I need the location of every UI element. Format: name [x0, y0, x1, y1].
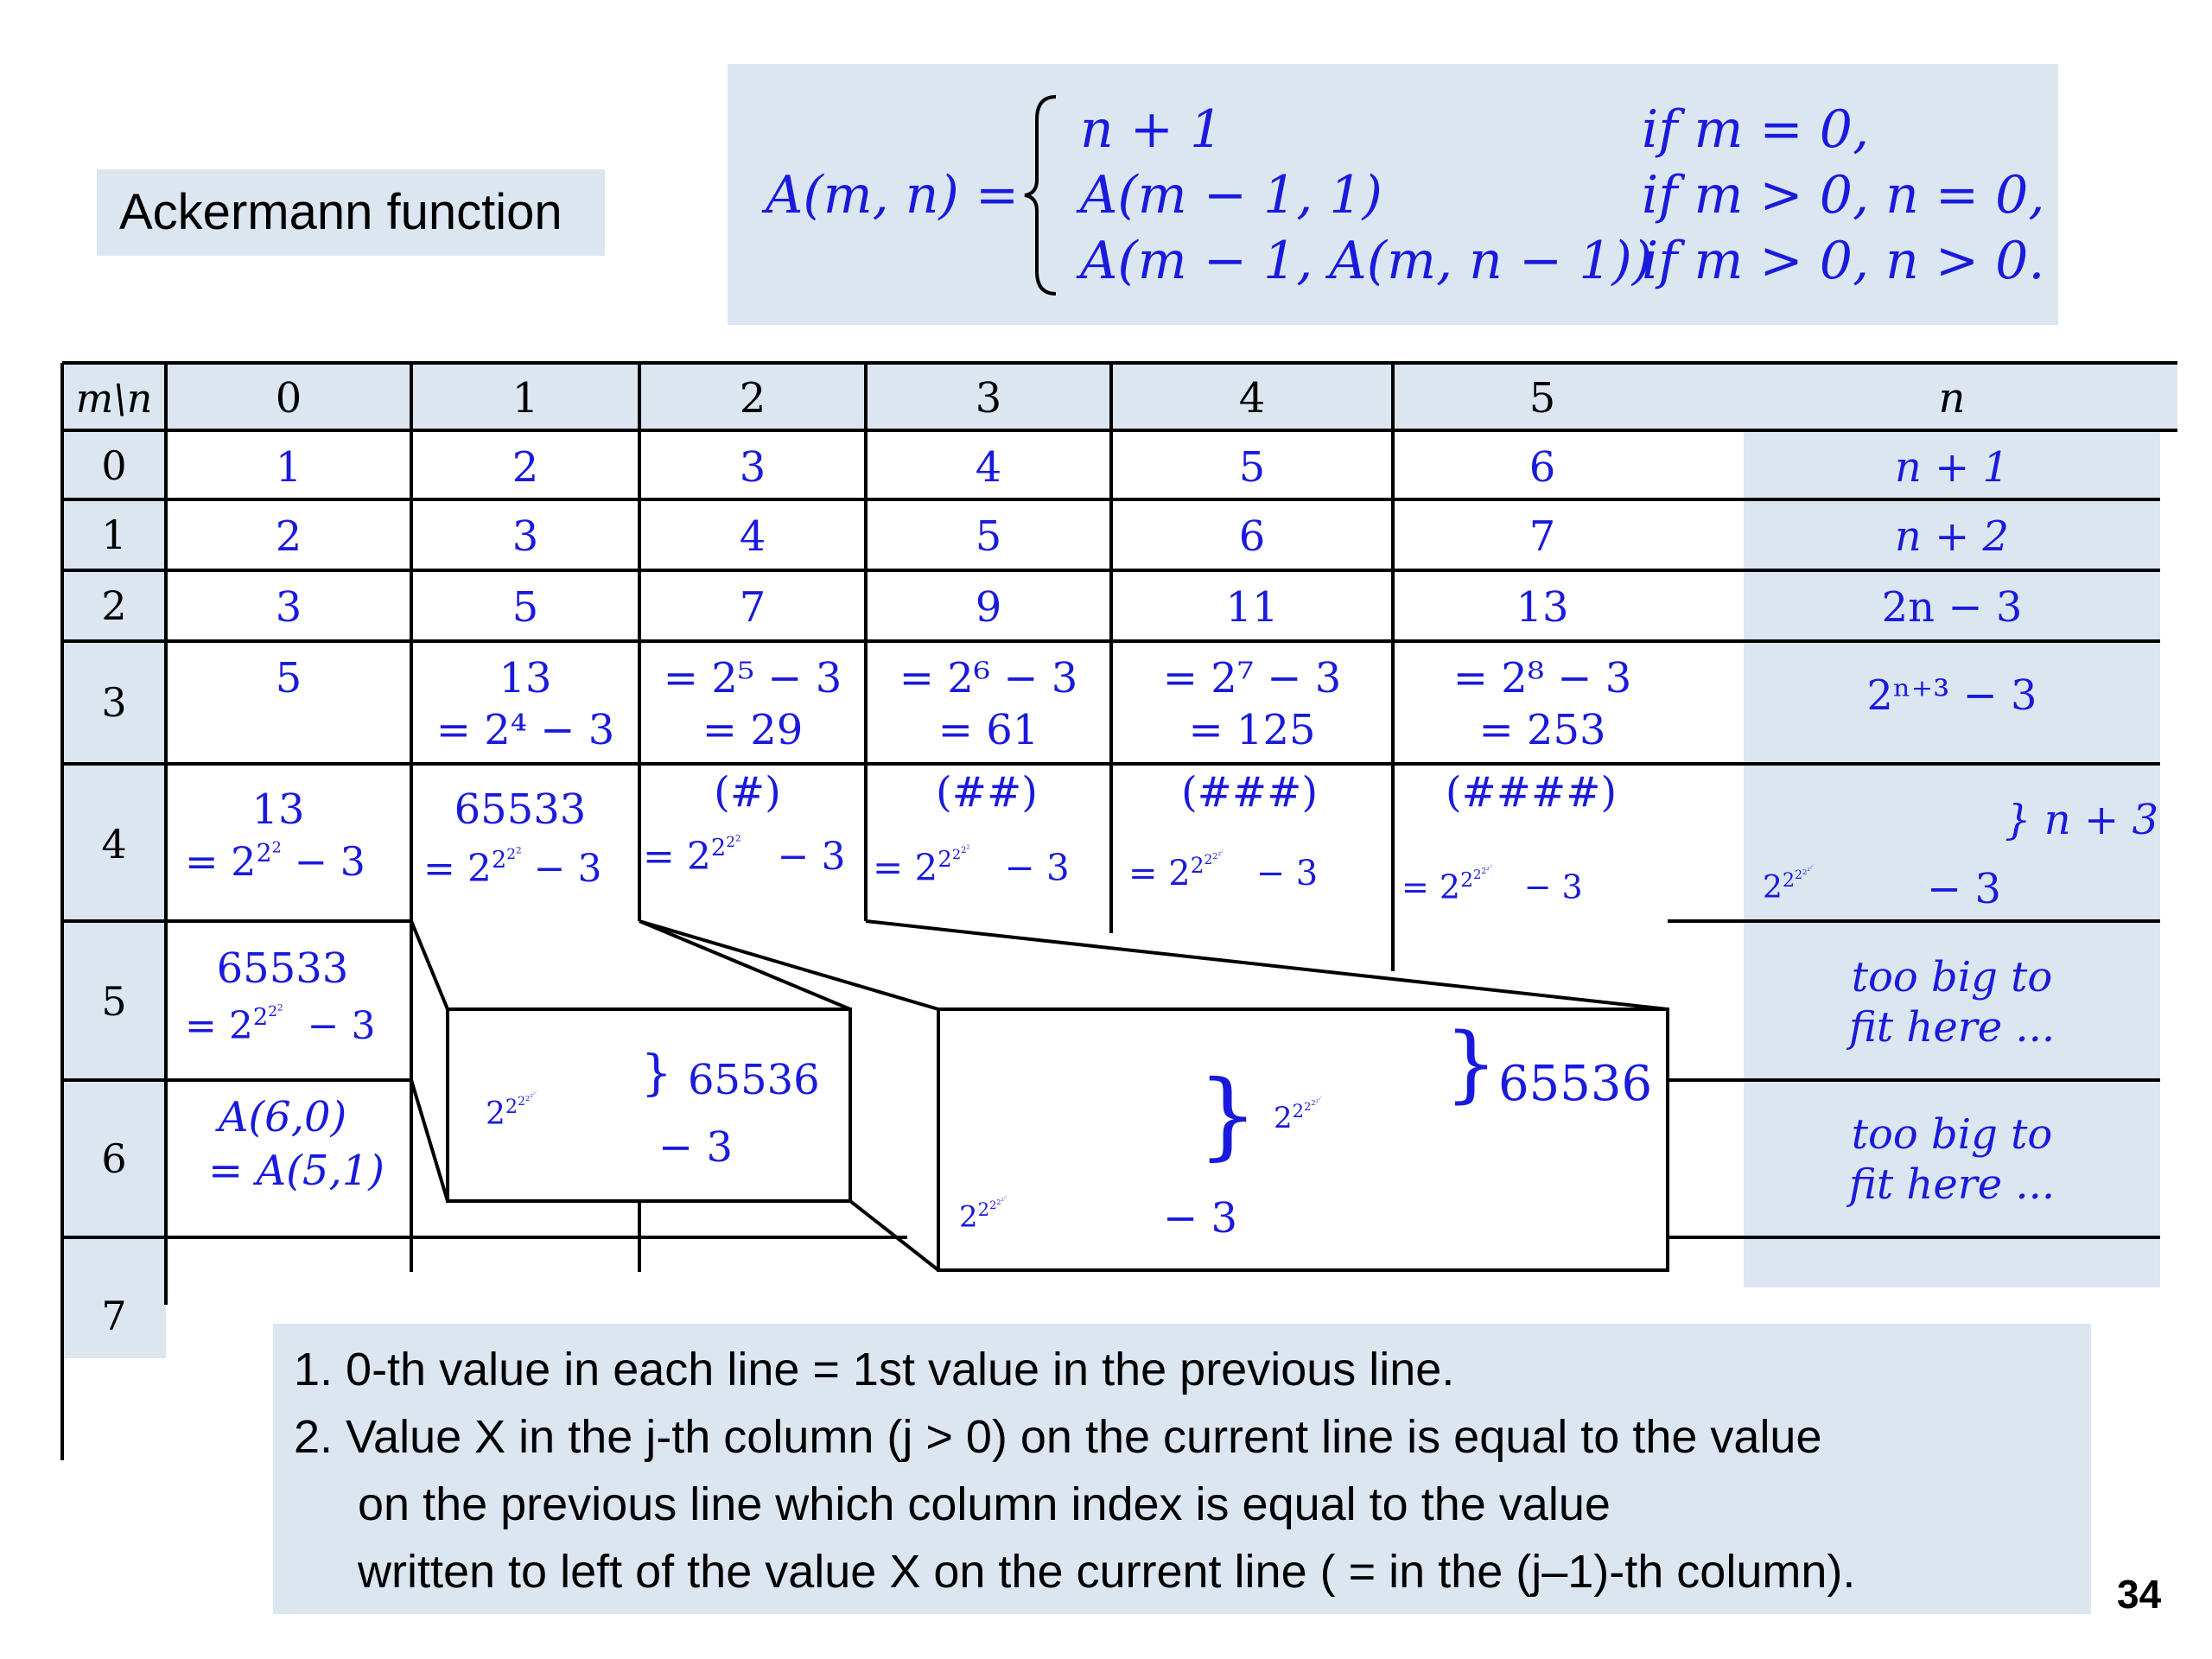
zoom1-brace: }	[641, 1046, 672, 1102]
cell-0-2: 3	[739, 443, 766, 492]
col-header-0: 0	[275, 374, 302, 423]
row-index-6: 6	[101, 1135, 127, 1182]
cell-4-n-tower: $2^{2^{2^{2^{2^{2^{2^⋰}}}}}}$	[1763, 865, 1815, 906]
cell-4-4-label: (###)	[1180, 768, 1319, 817]
cell-3-0: 5	[275, 654, 302, 702]
cell-3-3-formula: = 2⁶ − 3	[899, 654, 1078, 702]
zoom2-count: 65536	[1498, 1056, 1653, 1112]
cell-3-1-formula: = 2⁴ − 3	[435, 706, 615, 754]
cell-4-n-minus: − 3	[1927, 865, 2002, 913]
case-cond-1: if m = 0,	[1642, 99, 1870, 160]
cell-3-4-formula: = 2⁷ − 3	[1162, 654, 1342, 702]
cell-3-3-value: = 61	[938, 706, 1039, 754]
cell-0-0: 1	[275, 443, 302, 492]
case-expr-1: n + 1	[1080, 99, 1224, 160]
cell-2-5: 13	[1516, 583, 1569, 632]
cell-5-n-line2: fit here ...	[1848, 1003, 2056, 1052]
note-2-cont-1: on the previous line which column index is equal to the value	[358, 1478, 1611, 1530]
cell-3-5-formula: = 2⁸ − 3	[1452, 654, 1632, 702]
cell-1-5: 7	[1529, 512, 1556, 561]
definition-lhs: A(m, n) =	[766, 165, 1020, 226]
cell-4-0-tower: = $2^{2^2} - 3$	[185, 838, 365, 885]
cell-4-1-tower: = $2^{2^{2^2}} - 3$	[423, 845, 602, 891]
cell-4-0-value: 13	[251, 785, 305, 834]
cell-6-n-line1: too big to	[1851, 1110, 2053, 1159]
col-header-n: n	[1938, 374, 1966, 423]
page-number: 34	[2117, 1572, 2162, 1617]
case-expr-3: A(m − 1, A(m, n − 1))	[1080, 231, 1653, 291]
cell-2-3: 9	[975, 583, 1002, 632]
zoom2-outer-brace: }	[1198, 1059, 1258, 1170]
cell-1-4: 6	[1238, 512, 1266, 561]
zoom1-tower: $2^{2^{2^{2^{2^{2^{2^⋰}}}}}}$	[486, 1091, 537, 1132]
zoom2-inner-tower: $2^{2^{2^{2^{2^{2^{2^⋰}}}}}}$	[1274, 1096, 1323, 1136]
cell-4-5-tower: = $2^{2^{2^{2^{2^{2^2}}}}} - 3$	[1402, 864, 1583, 906]
cell-0-5: 6	[1529, 443, 1556, 492]
col-header-3: 3	[975, 374, 1002, 423]
cell-4-3-label: (##)	[936, 768, 1038, 817]
row-index-1: 1	[101, 512, 127, 558]
row-index-3: 3	[101, 679, 127, 726]
col-header-4: 4	[1238, 374, 1266, 423]
cell-6-0-formula: = A(5,1)	[208, 1147, 385, 1195]
table-corner: m\n	[75, 375, 153, 422]
cell-4-2-label: (#)	[714, 768, 781, 817]
cell-0-4: 5	[1238, 443, 1266, 492]
note-2: 2. Value X in the j-th column (j > 0) on the current line is equal to the value	[294, 1411, 1822, 1463]
cell-6-0-value: A(6,0)	[218, 1093, 347, 1141]
cell-2-2: 7	[739, 583, 766, 632]
cell-5-0-value: 65533	[216, 944, 349, 993]
cell-1-3: 5	[975, 512, 1002, 561]
cell-3-4-value: = 125	[1188, 706, 1316, 754]
page-title: Ackermann function	[119, 184, 563, 240]
cell-4-4-tower: = $2^{2^{2^{2^{2^2}}}} - 3$	[1128, 850, 1319, 893]
cell-5-n-line1: too big to	[1851, 953, 2053, 1001]
col-header-2: 2	[739, 374, 766, 423]
note-2-cont-2: written to left of the value X on the current line ( = in the (j–1)-th column).	[358, 1546, 1856, 1598]
case-expr-2: A(m − 1, 1)	[1080, 165, 1382, 226]
case-cond-3: if m > 0, n > 0.	[1642, 231, 2045, 291]
case-cond-2: if m > 0, n = 0,	[1642, 165, 2045, 226]
zoom1-minus: − 3	[658, 1123, 734, 1172]
cell-6-n-line2: fit here ...	[1848, 1160, 2056, 1209]
cell-3-2-value: = 29	[702, 706, 804, 754]
cell-1-2: 4	[739, 512, 766, 561]
row-index-0: 0	[101, 442, 127, 489]
cell-4-n-brace: } n + 3	[2005, 796, 2158, 844]
cell-0-n: n + 1	[1894, 443, 2010, 492]
cell-3-n: 2ⁿ⁺³ − 3	[1866, 671, 2037, 720]
cell-0-3: 4	[975, 443, 1002, 492]
cell-1-n: n + 2	[1894, 512, 2010, 561]
row-index-4: 4	[101, 821, 127, 868]
cell-1-0: 2	[275, 512, 302, 561]
col-header-5: 5	[1529, 374, 1556, 423]
row-index-2: 2	[101, 582, 127, 629]
cell-0-1: 2	[512, 443, 539, 492]
cell-3-2-formula: = 2⁵ − 3	[663, 654, 842, 702]
cell-2-1: 5	[512, 583, 539, 632]
cell-4-1-value: 65533	[454, 785, 587, 834]
cell-2-n: 2n − 3	[1881, 583, 2023, 632]
cell-4-3-tower: = $2^{2^{2^{2^2}}}$ − 3	[873, 845, 1070, 889]
zoom2-minus: − 3	[1163, 1194, 1238, 1243]
cell-1-1: 3	[512, 512, 539, 561]
col-header-1: 1	[512, 374, 539, 423]
cell-5-0-tower: = $2^{2^{2^2}} - 3$	[185, 1002, 376, 1048]
cell-2-4: 11	[1225, 583, 1279, 632]
cell-4-2-tower: = $2^{2^{2^2}}$ − 3	[643, 833, 846, 879]
cell-4-5-label: (####)	[1445, 768, 1618, 817]
zoom2-inner-brace: }	[1445, 1015, 1498, 1112]
row-index-7: 7	[101, 1293, 127, 1339]
zoom2-outer-tower: $2^{2^{2^{2^{2^{2^{2^2}}}}}}$	[959, 1195, 1007, 1235]
cell-2-0: 3	[275, 583, 302, 632]
note-1: 1. 0-th value in each line = 1st value in the previous line.	[294, 1344, 1455, 1395]
cell-3-1-value: 13	[499, 654, 552, 702]
cell-3-5-value: = 253	[1478, 706, 1606, 754]
zoom1-count: 65536	[688, 1056, 820, 1104]
row-index-5: 5	[101, 978, 127, 1025]
